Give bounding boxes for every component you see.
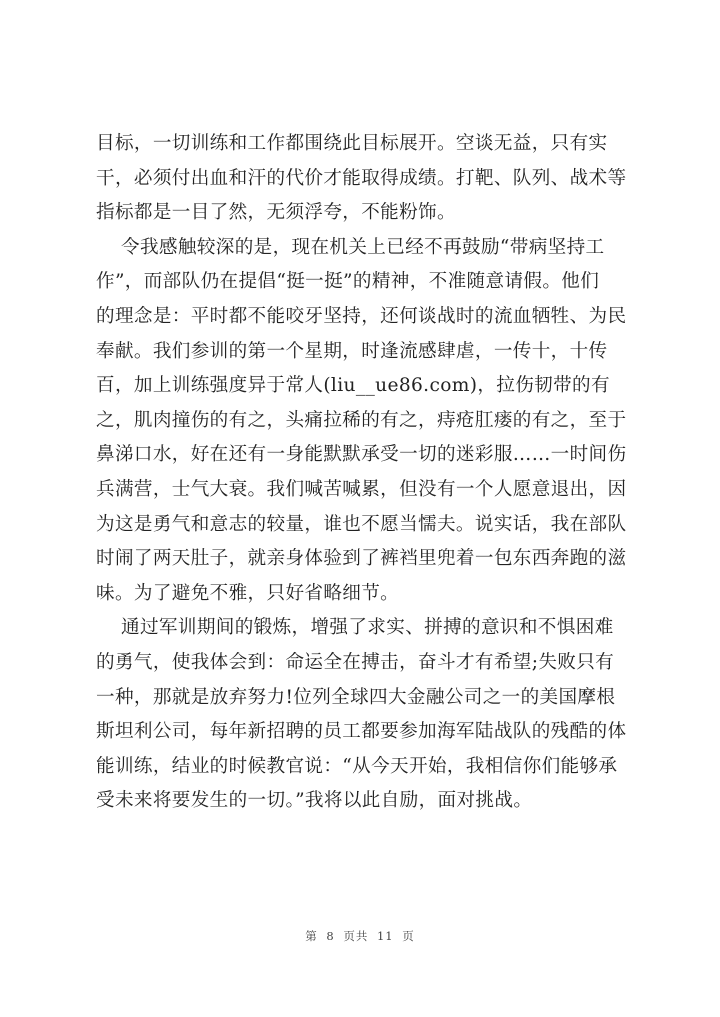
text-line: 兵满营，士气大衰。我们喊苦喊累，但没有一个人愿意退出，因: [96, 478, 627, 500]
text-line: 为这是勇气和意志的较量，谁也不愿当懦夫。说实话，我在部队: [96, 513, 627, 535]
text-line: 通过军训期间的锻炼，增强了求实、拼搏的意识和不惧困难: [96, 617, 614, 639]
text-line: 能训练，结业的时候教官说：“从今天开始，我相信你们能够承: [96, 755, 618, 777]
text-line: 令我感触较深的是，现在机关上已经不再鼓励“带病坚持工: [96, 236, 605, 258]
text-line: 作”，而部队仍在提倡“挺一挺”的精神，不准随意请假。他们: [96, 271, 600, 293]
text-line: 时闹了两天肚子，就亲身体验到了裤裆里兜着一包东西奔跑的滋: [96, 548, 627, 570]
text-line: 之，肌肉撞伤的有之，头痛拉稀的有之，痔疮肛瘘的有之，至于: [96, 409, 627, 431]
text-line: 目标，一切训练和工作都围绕此目标展开。空谈无益，只有实: [96, 133, 608, 154]
page-number-footer: 第 8 页共 11 页: [305, 929, 415, 943]
text-line: 指标都是一目了然，无须浮夸，不能粉饰。: [96, 202, 456, 224]
text-line: 干，必须付出血和汗的代价才能取得成绩。打靶、队列、战术等: [96, 167, 627, 189]
text-line: 的理念是：平时都不能咬牙坚持，还何谈战时的流血牺牲、为民: [96, 305, 627, 327]
text-line: 味。为了避免不雅，只好省略细节。: [96, 582, 400, 604]
text-line: 一种，那就是放弃努力!位列全球四大金融公司之一的美国摩根: [96, 686, 616, 708]
body-text: [96, 127, 656, 819]
text-line: 百，加上训练强度异于常人(liu__ue86.com)，拉伤韧带的有: [96, 375, 610, 397]
text-line: 受未来将要发生的一切。”我将以此自励，面对挑战。: [96, 790, 533, 812]
text-line: 斯坦利公司，每年新招聘的员工都要参加海军陆战队的残酷的体: [96, 721, 627, 743]
text-line: 鼻涕口水，好在还有一身能默默承受一切的迷彩服……一时间伤: [96, 444, 627, 466]
text-line: 奉献。我们参训的第一个星期，时逢流感肆虐，一传十，十传: [96, 340, 608, 362]
text-line: 的勇气，使我体会到：命运全在搏击，奋斗才有希望;失败只有: [96, 651, 615, 673]
